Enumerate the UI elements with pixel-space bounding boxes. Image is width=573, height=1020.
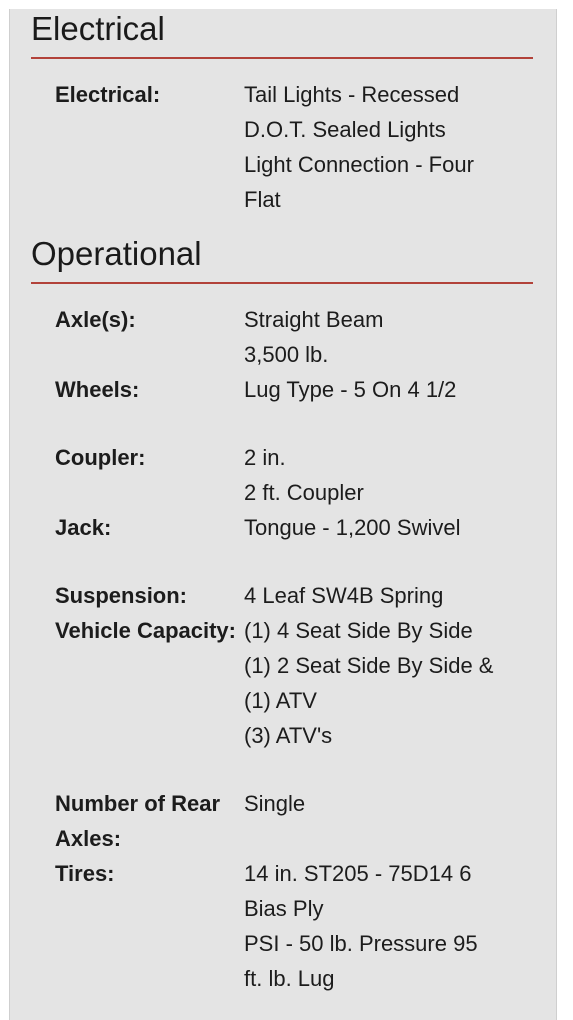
spec-label-continued: Axles:: [55, 826, 122, 851]
specs-panel: [9, 9, 557, 1020]
spec-value: 14 in. ST205 - 75D14 6: [244, 861, 472, 886]
section-divider-electrical: [31, 57, 533, 59]
spec-label: Suspension:: [55, 583, 188, 608]
spec-value: (1) 2 Seat Side By Side &: [244, 653, 494, 678]
spec-value: Bias Ply: [244, 896, 324, 921]
spec-label: Electrical:: [55, 82, 161, 107]
spec-value: Lug Type - 5 On 4 1/2: [244, 377, 457, 402]
spec-value: Straight Beam: [244, 307, 384, 332]
spec-value: 3,500 lb.: [244, 342, 329, 367]
spec-label: Jack:: [55, 515, 112, 540]
section-divider-operational: [31, 282, 533, 284]
spec-label: Tires:: [55, 861, 115, 886]
spec-value: D.O.T. Sealed Lights: [244, 117, 446, 142]
spec-value: (1) 4 Seat Side By Side: [244, 618, 473, 643]
section-title-electrical: Electrical: [31, 10, 165, 47]
spec-label: Number of Rear: [55, 791, 221, 816]
spec-label: Vehicle Capacity:: [55, 618, 236, 643]
spec-value: PSI - 50 lb. Pressure 95: [244, 931, 478, 956]
top-strip: [0, 0, 573, 9]
spec-value: Tongue - 1,200 Swivel: [244, 515, 461, 540]
spec-value: Light Connection - Four: [244, 152, 474, 177]
spec-value: Tail Lights - Recessed: [244, 82, 460, 107]
spec-value: 2 ft. Coupler: [244, 480, 364, 505]
spec-value: (1) ATV: [244, 688, 317, 713]
spec-value: ft. lb. Lug: [244, 966, 335, 991]
spec-label: Coupler:: [55, 445, 146, 470]
spec-value: 4 Leaf SW4B Spring: [244, 583, 444, 608]
spec-value: (3) ATV's: [244, 723, 333, 748]
spec-label: Wheels:: [55, 377, 140, 402]
spec-value: Single: [244, 791, 306, 816]
spec-value: 2 in.: [244, 445, 286, 470]
spec-value: Flat: [244, 187, 281, 212]
section-title-operational: Operational: [31, 235, 202, 272]
spec-label: Axle(s):: [55, 307, 136, 332]
